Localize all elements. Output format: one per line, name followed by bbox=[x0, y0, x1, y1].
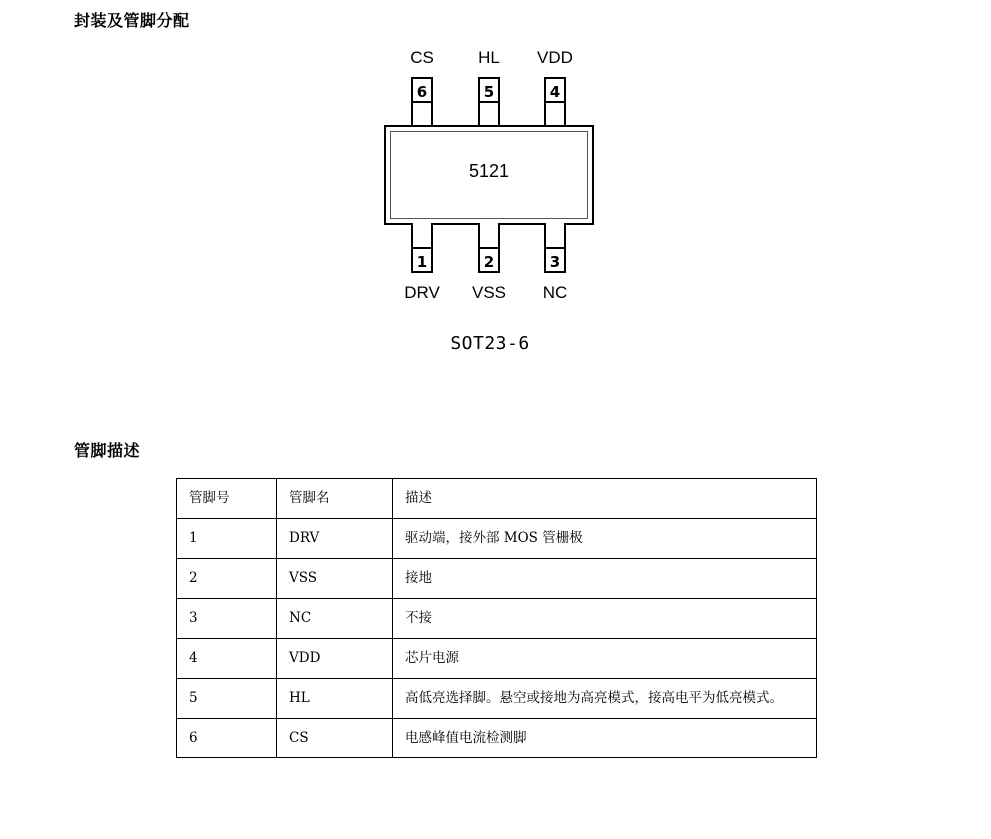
cell-pin-number: 4 bbox=[177, 638, 277, 678]
cell-pin-name: DRV bbox=[277, 518, 393, 558]
cell-description: 芯片电源 bbox=[393, 638, 817, 678]
cell-pin-name: CS bbox=[277, 718, 393, 758]
pin-label-cs: CS bbox=[410, 48, 434, 67]
cell-pin-name: VDD bbox=[277, 638, 393, 678]
cell-description: 不接 bbox=[393, 598, 817, 638]
package-body bbox=[384, 125, 594, 225]
table-header-row bbox=[177, 479, 817, 519]
cell-description: 接地 bbox=[393, 558, 817, 598]
pin-number-2: 2 bbox=[478, 247, 500, 273]
cell-pin-number: 1 bbox=[177, 518, 277, 558]
pin-lead-6 bbox=[411, 103, 433, 127]
table-row bbox=[177, 558, 817, 598]
cell-description: 驱动端，接外部 MOS 管栅极 bbox=[393, 518, 817, 558]
table-row bbox=[177, 598, 817, 638]
pin-number-1: 1 bbox=[411, 247, 433, 273]
cell-pin-number: 5 bbox=[177, 678, 277, 718]
pin-label-drv: DRV bbox=[404, 283, 440, 302]
table-row bbox=[177, 718, 817, 758]
pin-lead-2 bbox=[478, 223, 500, 247]
cell-pin-number: 2 bbox=[177, 558, 277, 598]
pin-description-table bbox=[176, 478, 817, 758]
pin-label-hl: HL bbox=[478, 48, 500, 67]
part-number-marking: 5121 bbox=[468, 161, 510, 181]
cell-pin-name: NC bbox=[277, 598, 393, 638]
column-header-pin-name: 管脚名 bbox=[277, 479, 393, 519]
pin-label-vss: VSS bbox=[471, 283, 507, 302]
cell-description: 高低亮选择脚。悬空或接地为高亮模式，接高电平为低亮模式。 bbox=[393, 678, 817, 718]
pin-number-5: 5 bbox=[478, 77, 500, 103]
table-row bbox=[177, 678, 817, 718]
pin-lead-4 bbox=[544, 103, 566, 127]
cell-description: 电感峰值电流检测脚 bbox=[393, 718, 817, 758]
table-row bbox=[177, 518, 817, 558]
cell-pin-name: VSS bbox=[277, 558, 393, 598]
pin-label-vdd: VDD bbox=[537, 48, 573, 67]
package-diagram bbox=[370, 40, 650, 370]
cell-pin-number: 6 bbox=[177, 718, 277, 758]
page-heading-pin-description: 管脚描述 bbox=[74, 441, 141, 460]
column-header-pin-number: 管脚号 bbox=[177, 479, 277, 519]
cell-pin-number: 3 bbox=[177, 598, 277, 638]
pin-lead-3 bbox=[544, 223, 566, 247]
pin-lead-1 bbox=[411, 223, 433, 247]
pin-lead-5 bbox=[478, 103, 500, 127]
column-header-description: 描述 bbox=[393, 479, 817, 519]
table-row bbox=[177, 638, 817, 678]
package-name-label: SOT23-6 bbox=[450, 333, 530, 354]
pin-number-4: 4 bbox=[544, 77, 566, 103]
page-heading-package: 封装及管脚分配 bbox=[74, 11, 190, 30]
pin-number-6: 6 bbox=[411, 77, 433, 103]
pin-number-3: 3 bbox=[544, 247, 566, 273]
cell-pin-name: HL bbox=[277, 678, 393, 718]
pin-label-nc: NC bbox=[542, 283, 568, 302]
